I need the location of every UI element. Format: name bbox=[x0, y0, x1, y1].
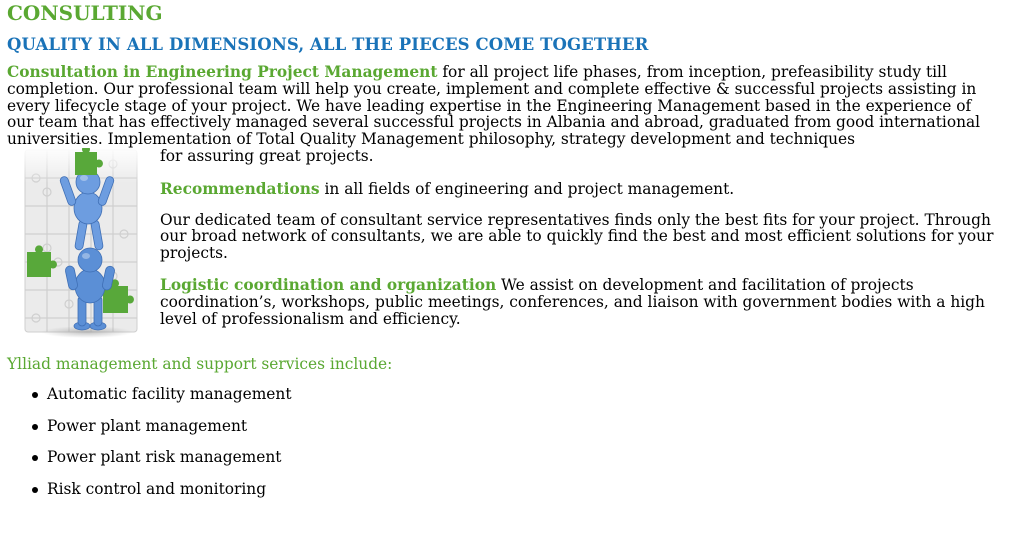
page-subtitle: QUALITY IN ALL DIMENSIONS, ALL THE PIECES COME TOGETHER bbox=[7, 35, 649, 54]
recommendations-text: in all fields of engineering and project management. bbox=[319, 179, 735, 198]
logistic-text: We assist on development and facilitation of projects coordination’s, workshops, public meetings, conferences, and liaison with government bodies with a high level of professionalism and efficiency. bbox=[160, 275, 985, 328]
service-label: Power plant risk management bbox=[47, 448, 282, 467]
services-list bbox=[7, 385, 1002, 498]
list-item bbox=[47, 480, 1002, 498]
list-item bbox=[47, 417, 1002, 435]
page-title: CONSULTING bbox=[7, 1, 163, 25]
engineering-paragraph-continued: for assuring great projects. bbox=[160, 146, 374, 165]
list-item bbox=[47, 448, 1002, 466]
bullet-icon bbox=[32, 487, 38, 493]
engineering-heading: Consultation in Engineering Project Management bbox=[7, 63, 438, 81]
team-paragraph: Our dedicated team of consultant service representatives finds only the best fits for your project. Through our broad network of consultants, we are able to quickly find the best and most efficient solutions for your projects. bbox=[160, 210, 994, 263]
bullet-icon bbox=[32, 392, 38, 398]
list-item bbox=[47, 385, 1002, 403]
bullet-icon bbox=[32, 424, 38, 430]
puzzle-team-illustration bbox=[7, 148, 155, 342]
logistic-heading: Logistic coordination and organization bbox=[160, 275, 497, 294]
bullet-icon bbox=[32, 455, 38, 461]
service-label: Automatic facility management bbox=[47, 384, 292, 403]
recommendations-heading: Recommendations bbox=[160, 179, 320, 198]
engineering-text: for all project life phases, from inception, prefeasibility study till completion. Our professional team will help you create, implement and complete effective & successful projects assisting in every lifecycle stage of your project. We have leading expertise in the Engineering Management based in the experience of our team that has effectively managed several successful projects in Albania and abroad, graduated from good international universities. Implementation of Total Quality Management philosophy, strategy development and techniques bbox=[7, 63, 981, 149]
service-label: Risk control and monitoring bbox=[47, 479, 267, 498]
consulting-page bbox=[7, 0, 1002, 511]
services-intro: Ylliad management and support services include: bbox=[7, 354, 393, 373]
recommendations-paragraph bbox=[160, 181, 1002, 198]
logistic-paragraph bbox=[160, 277, 1002, 327]
engineering-paragraph bbox=[7, 64, 1002, 148]
service-label: Power plant management bbox=[47, 416, 248, 435]
